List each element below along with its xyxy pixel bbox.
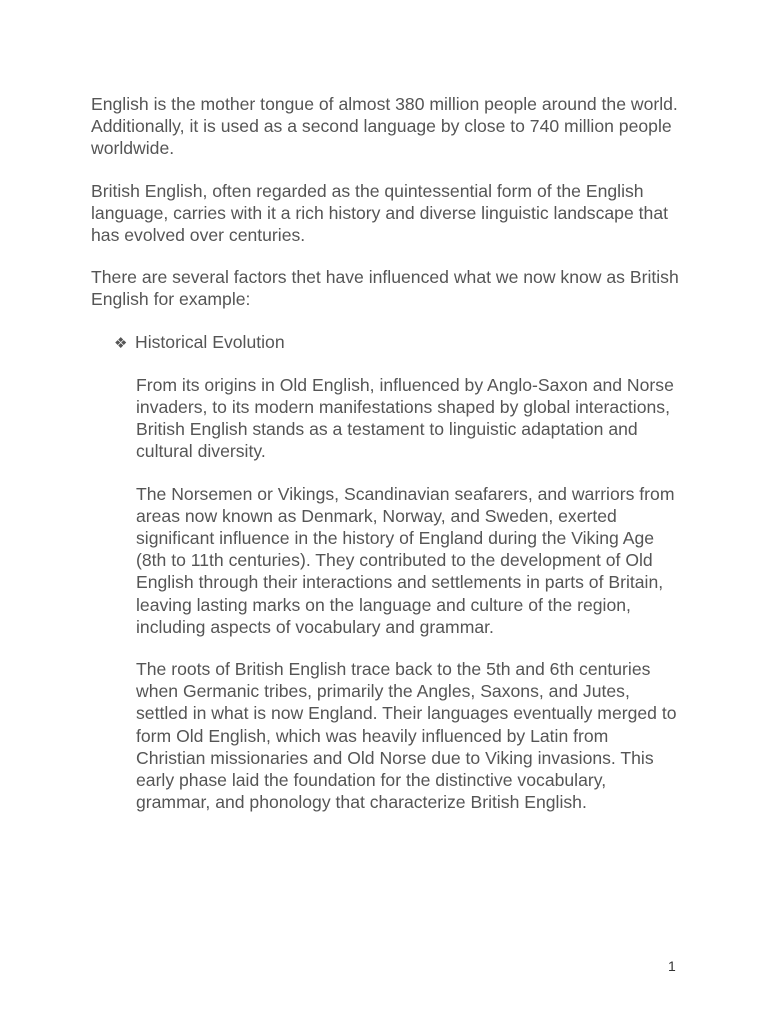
bullet-label: Historical Evolution [135,331,285,352]
diamond-bullet-icon: ❖ [114,333,128,352]
paragraph-british-english: British English, often regarded as the quintessential form of the English language, carries with it a rich history and diverse linguistic landscape that has evolved over centuries. [91,180,668,246]
paragraph-norsemen: The Norsemen or Vikings, Scandinavian seafarers, and warriors from areas now known as Denmark, Norway, and Sweden, exerted significant influence in the history of England during the Viking Age (8th to 11th centuries). They contributed to the development of Old English through their interactions and settlements in parts of Britain, leaving lasting marks on the language and culture of the region, including aspects of vocabulary and grammar. [136,483,675,637]
paragraph-factors: There are several factors thet have influenced what we now know as British English for example: [91,267,679,310]
document-body [91,93,681,833]
paragraph-origins: From its origins in Old English, influenced by Anglo-Saxon and Norse invaders, to its modern manifestations shaped by global interactions, British English stands as a testament to linguistic adaptation and cultural diversity. [136,374,674,462]
paragraph-roots: The roots of British English trace back to the 5th and 6th centuries when Germanic tribes, primarily the Angles, Saxons, and Jutes, settled in what is now England. Their languages eventually merged to form Old English, which was heavily influenced by Latin from Christian missionaries and Old Norse due to Viking invasions. This early phase laid the foundation for the distinctive vocabulary, grammar, and phonology that characterize British English. [136,659,677,813]
paragraph-intro: English is the mother tongue of almost 380 million people around the world. Additionally, it is used as a second language by close to 740 million people worldwide. [91,94,678,159]
page-number: 1 [668,958,676,974]
bullet-item-historical-evolution [91,331,681,354]
